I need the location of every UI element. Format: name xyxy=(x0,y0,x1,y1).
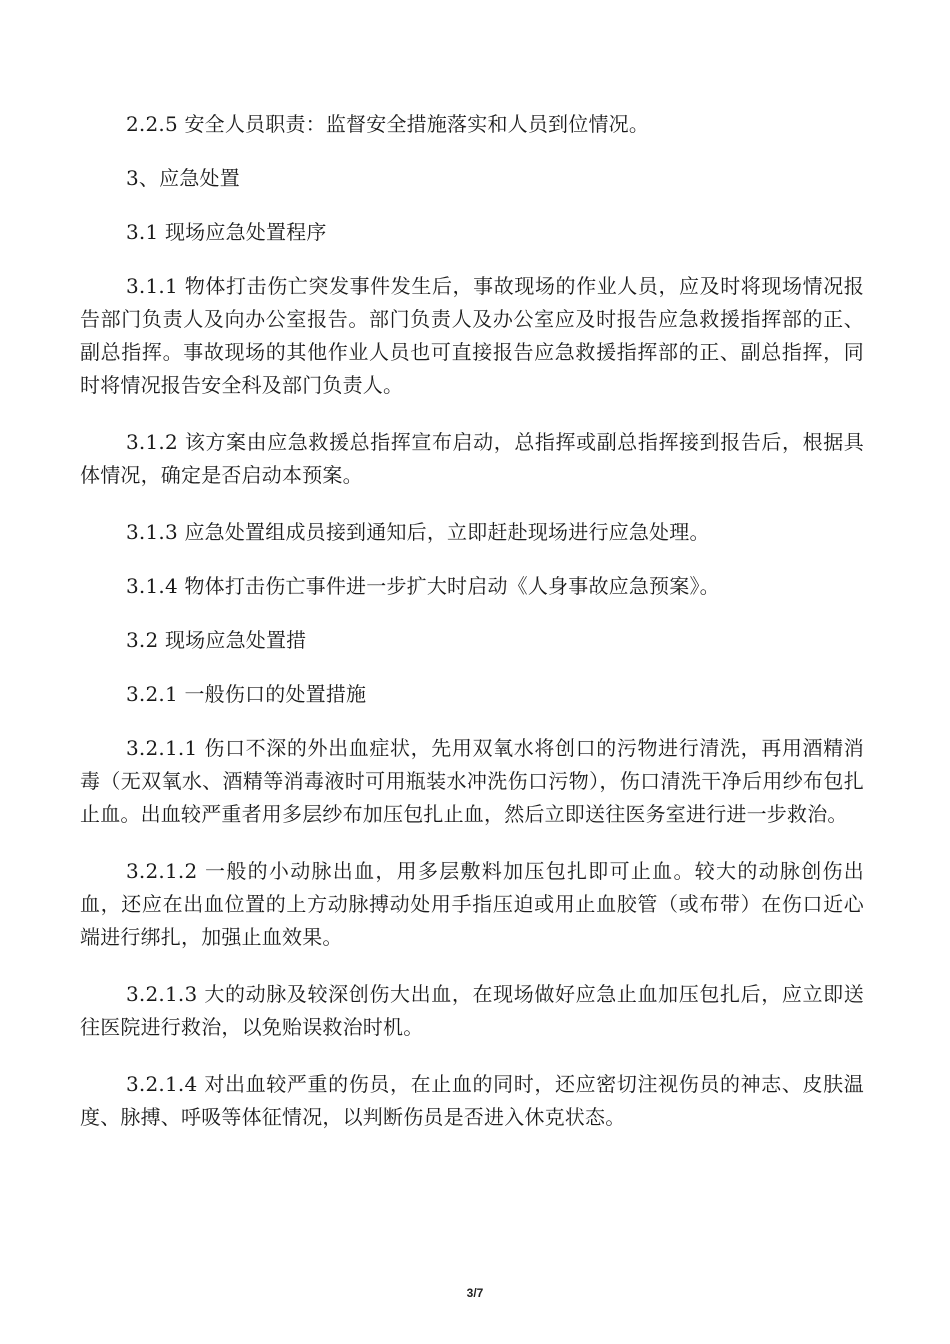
heading-3-2-1: 3.2.1 一般伤口的处置措施 xyxy=(126,682,367,706)
paragraph-3-1-2: 3.1.2 该方案由应急救援总指挥宣布启动，总指挥或副总指挥接到报告后，根据具体情况，确定是否启动本预案。 xyxy=(80,430,864,487)
document-body xyxy=(80,108,864,1158)
paragraph-3-2-1-2: 3.2.1.2 一般的小动脉出血，用多层敷料加压包扎即可止血。较大的动脉创伤出血，还应在出血位置的上方动脉搏动处用手指压迫或用止血胶管（或布带）在伤口近心端进行绑扎，加强止血效果。 xyxy=(80,859,864,949)
heading-3-2: 3.2 现场应急处置措 xyxy=(126,628,307,652)
paragraph-2-2-5: 2.2.5 安全人员职责：监督安全措施落实和人员到位情况。 xyxy=(126,112,650,136)
heading-3-1: 3.1 现场应急处置程序 xyxy=(126,220,327,244)
page-number: 3/7 xyxy=(466,1286,484,1300)
paragraph-3-1-4: 3.1.4 物体打击伤亡事件进一步扩大时启动《人身事故应急预案》。 xyxy=(126,574,720,598)
paragraph-3-1-1: 3.1.1 物体打击伤亡突发事件发生后，事故现场的作业人员，应及时将现场情况报告部门负责人及向办公室报告。部门负责人及办公室应及时报告应急救援指挥部的正、副总指挥。事故现场的其他作业人员也可直接报告应急救援指挥部的正、副总指挥，同时将情况报告安全科及部门负责人。 xyxy=(80,274,864,397)
paragraph-3-2-1-4: 3.2.1.4 对出血较严重的伤员，在止血的同时，还应密切注视伤员的神志、皮肤温度、脉搏、呼吸等体征情况，以判断伤员是否进入休克状态。 xyxy=(80,1072,864,1129)
paragraph-3-2-1-1: 3.2.1.1 伤口不深的外出血症状，先用双氧水将创口的污物进行清洗，再用酒精消毒（无双氧水、酒精等消毒液时可用瓶装水冲洗伤口污物），伤口清洗干净后用纱布包扎止血。出血较严重者用多层纱布加压包扎止血，然后立即送往医务室进行进一步救治。 xyxy=(80,736,864,826)
heading-3: 3、应急处置 xyxy=(126,166,240,190)
paragraph-3-1-3: 3.1.3 应急处置组成员接到通知后，立即赶赴现场进行应急处理。 xyxy=(126,520,710,544)
paragraph-3-2-1-3: 3.2.1.3 大的动脉及较深创伤大出血，在现场做好应急止血加压包扎后，应立即送往医院进行救治，以免贻误救治时机。 xyxy=(80,982,864,1039)
